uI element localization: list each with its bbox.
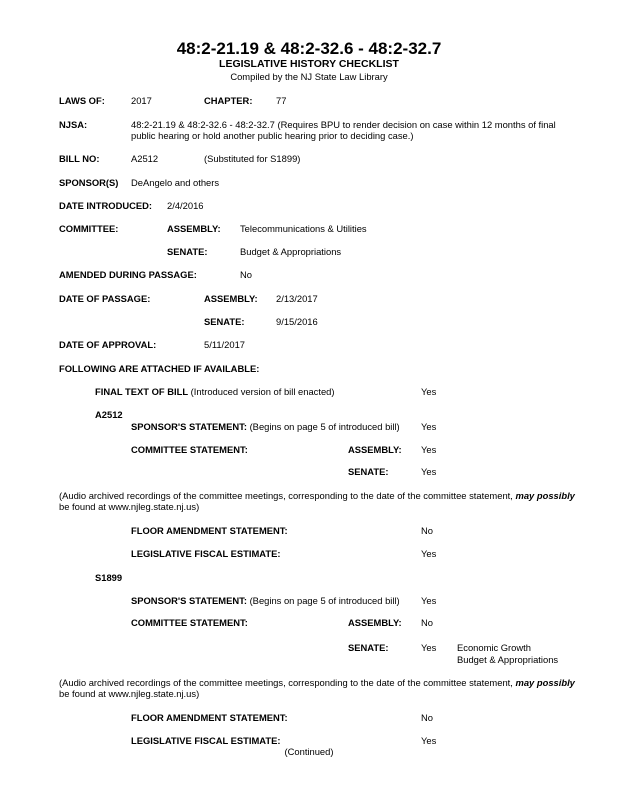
amended-label: AMENDED DURING PASSAGE: — [59, 269, 197, 280]
njsa-line-1: 48:2-21.19 & 48:2-32.6 - 48:2-32.7 (Requires BPU to render decision on case within 12 months of final — [131, 119, 556, 130]
date-introduced-value: 2/4/2016 — [167, 200, 204, 211]
a2512-audio-emphasis: may possibly — [515, 490, 575, 501]
s1899-fiscal-value: Yes — [421, 735, 437, 746]
sponsor-value: DeAngelo and others — [131, 177, 220, 188]
s1899-committee-label: COMMITTEE STATEMENT: — [131, 617, 248, 628]
a2512-assembly-value: Yes — [421, 444, 437, 455]
a2512-assembly-label: ASSEMBLY: — [348, 444, 402, 455]
bill-no-value: A2512 — [131, 153, 159, 164]
attached-heading: FOLLOWING ARE ATTACHED IF AVAILABLE: — [59, 363, 260, 374]
a2512-heading: A2512 — [95, 409, 123, 420]
passage-senate-value: 9/15/2016 — [276, 316, 318, 327]
committee-assembly-value: Telecommunications & Utilities — [240, 223, 367, 234]
a2512-committee-label: COMMITTEE STATEMENT: — [131, 444, 248, 455]
a2512-fiscal-value: Yes — [421, 548, 437, 559]
page-subtitle: LEGISLATIVE HISTORY CHECKLIST — [219, 58, 399, 70]
a2512-fiscal-label: LEGISLATIVE FISCAL ESTIMATE: — [131, 548, 281, 559]
s1899-floor-label: FLOOR AMENDMENT STATEMENT: — [131, 712, 288, 723]
s1899-audio-note-line-1 — [59, 677, 575, 688]
date-of-approval-value: 5/11/2017 — [204, 339, 246, 350]
bill-no-note: (Substituted for S1899) — [204, 153, 301, 164]
final-text-label: FINAL TEXT OF BILL — [95, 386, 189, 397]
date-of-passage-label: DATE OF PASSAGE: — [59, 293, 151, 304]
amended-value: No — [240, 269, 252, 280]
passage-assembly-label: ASSEMBLY: — [204, 293, 258, 304]
njsa-line-2: public hearing or hold another public hearing prior to deciding case.) — [131, 130, 414, 141]
s1899-senate-committee-1: Economic Growth — [457, 642, 531, 653]
final-text-note: (Introduced version of bill enacted) — [190, 386, 335, 397]
date-introduced-label: DATE INTRODUCED: — [59, 200, 153, 211]
laws-of-value: 2017 — [131, 95, 152, 106]
s1899-audio-note-line-2: be found at www.njleg.state.nj.us) — [59, 688, 200, 699]
committee-label: COMMITTEE: — [59, 223, 119, 234]
s1899-senate-label: SENATE: — [348, 642, 389, 653]
compiled-by: Compiled by the NJ State Law Library — [230, 71, 388, 82]
passage-senate-label: SENATE: — [204, 316, 245, 327]
bill-no-label: BILL NO: — [59, 153, 100, 164]
page-title: 48:2-21.19 & 48:2-32.6 - 48:2-32.7 — [176, 39, 442, 58]
s1899-floor-value: No — [421, 712, 433, 723]
s1899-assembly-value: No — [421, 617, 433, 628]
s1899-assembly-label: ASSEMBLY: — [348, 617, 402, 628]
a2512-sponsor-row — [131, 421, 400, 432]
a2512-sponsor-value: Yes — [421, 421, 437, 432]
sponsor-label: SPONSOR(S) — [59, 177, 119, 188]
s1899-fiscal-label: LEGISLATIVE FISCAL ESTIMATE: — [131, 735, 281, 746]
final-text-row — [95, 386, 335, 397]
chapter-value: 77 — [276, 95, 287, 106]
final-text-value: Yes — [421, 386, 437, 397]
s1899-senate-committee-2: Budget & Appropriations — [457, 654, 559, 665]
s1899-audio-text: (Audio archived recordings of the committee meetings, corresponding to the date of the committee statement, — [59, 677, 516, 688]
chapter-label: CHAPTER: — [204, 95, 253, 106]
date-of-approval-label: DATE OF APPROVAL: — [59, 339, 157, 350]
laws-of-label: LAWS OF: — [59, 95, 105, 106]
passage-assembly-value: 2/13/2017 — [276, 293, 318, 304]
a2512-sponsor-label: SPONSOR'S STATEMENT: — [131, 421, 247, 432]
a2512-sponsor-note: (Begins on page 5 of introduced bill) — [249, 421, 400, 432]
a2512-floor-label: FLOOR AMENDMENT STATEMENT: — [131, 525, 288, 536]
a2512-audio-text: (Audio archived recordings of the committee meetings, corresponding to the date of the committee statement, — [59, 490, 516, 501]
a2512-audio-note-line-2: be found at www.njleg.state.nj.us) — [59, 501, 200, 512]
s1899-sponsor-row — [131, 595, 400, 606]
continued-note: (Continued) — [284, 746, 334, 757]
s1899-senate-value: Yes — [421, 642, 437, 653]
a2512-audio-note-line-1 — [59, 490, 575, 501]
a2512-floor-value: No — [421, 525, 433, 536]
committee-senate-label: SENATE: — [167, 246, 208, 257]
a2512-senate-value: Yes — [421, 466, 437, 477]
committee-assembly-label: ASSEMBLY: — [167, 223, 221, 234]
s1899-sponsor-value: Yes — [421, 595, 437, 606]
njsa-label: NJSA: — [59, 119, 88, 130]
s1899-sponsor-label: SPONSOR'S STATEMENT: — [131, 595, 247, 606]
s1899-sponsor-note: (Begins on page 5 of introduced bill) — [249, 595, 400, 606]
a2512-senate-label: SENATE: — [348, 466, 389, 477]
committee-senate-value: Budget & Appropriations — [240, 246, 342, 257]
s1899-audio-emphasis: may possibly — [515, 677, 575, 688]
s1899-heading: S1899 — [95, 572, 123, 583]
